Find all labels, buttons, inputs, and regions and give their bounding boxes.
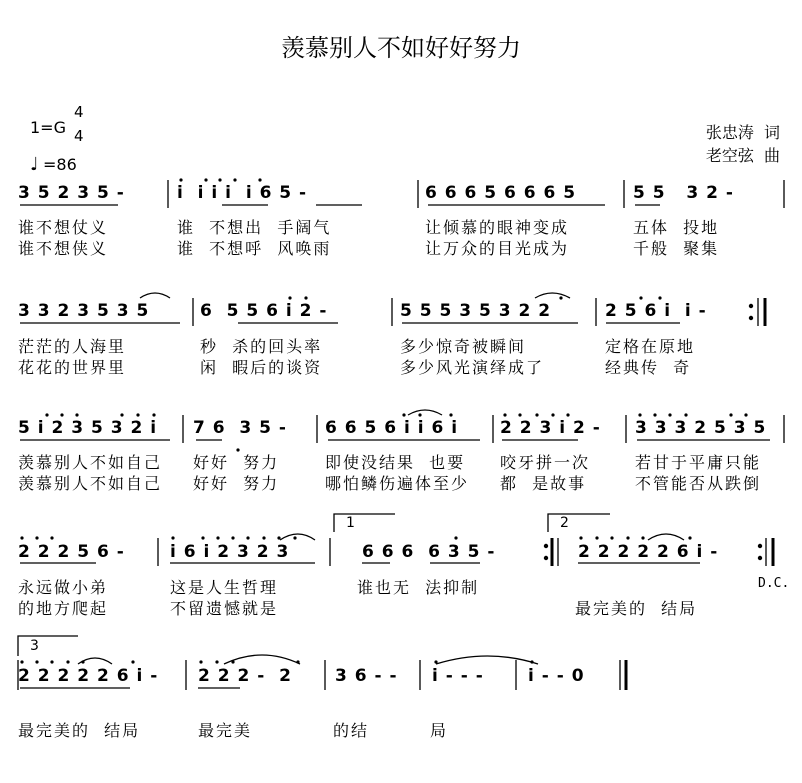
measure: 2 2 2 5 6 -	[18, 542, 125, 562]
lyric: 经典传 奇	[605, 358, 692, 377]
lyric: 不管能否从跌倒	[635, 474, 762, 493]
measure: i 6 i 2 3 2 3	[170, 542, 290, 562]
lyric: 秒 杀的回头率	[200, 337, 323, 356]
lyric: 好好 努力	[193, 453, 280, 472]
song-title: 羡慕别人不如好好努力	[281, 34, 521, 62]
lyric: 好好 努力	[193, 474, 280, 493]
lyric: 定格在原地	[605, 337, 696, 356]
time-signature-top: 4	[74, 103, 84, 121]
lyric: 永远做小弟	[18, 578, 109, 597]
measure: 2 2 2 2 2 6 i -	[18, 666, 159, 686]
measure: 3 3 2 3 5 3 5	[18, 301, 150, 321]
lyric: 谁 不想出 手阔气	[177, 218, 332, 237]
lyric: 谁不想仗义	[18, 218, 109, 237]
lyric: 的结	[333, 721, 370, 740]
measure: i - - -	[432, 666, 484, 686]
tempo-marking: =86	[43, 155, 77, 174]
lyric: 哪怕鳞伤遍体至少	[325, 474, 470, 493]
lyric: 局	[430, 721, 449, 740]
lyric: 千般 聚集	[633, 239, 720, 258]
repeat-dot	[544, 556, 548, 560]
ending-1-label: 1	[346, 515, 355, 531]
measure: i - - 0	[528, 666, 585, 686]
lyric: 羡慕别人不如自己	[18, 474, 163, 493]
repeat-dot	[758, 544, 762, 548]
lyric: 多少惊奇被瞬间	[400, 337, 527, 356]
measure: 3 5 2 3 5 -	[18, 183, 125, 203]
lyric: 最完美的 结局	[575, 599, 698, 618]
measure: 3 3 3 2 5 3 5	[635, 418, 767, 438]
measure: 6 6 6 5 6 6 6 5	[425, 183, 577, 203]
quarter-note-icon: ♩	[30, 154, 39, 175]
measure: 6 6 5 6 i i 6 i	[325, 418, 459, 438]
lyric: 让倾慕的眼神变成	[425, 218, 570, 237]
key-signature: 1=G	[30, 118, 66, 137]
lyric: 谁也无 法抑制	[357, 578, 480, 597]
ending-3-label: 3	[30, 638, 39, 654]
lyric: 花花的世界里	[18, 358, 127, 377]
measure: 2 5 6 i i -	[605, 301, 707, 321]
measure: 5 5 5 3 5 3 2 2	[400, 301, 552, 321]
ending-2-bracket	[548, 514, 610, 532]
measure: 2 2 2 2 2 6 i -	[578, 542, 719, 562]
lyric: 茫茫的人海里	[18, 337, 127, 356]
composer-credit: 老空弦 曲	[705, 146, 780, 165]
measure: 3 6 - -	[335, 666, 398, 686]
lyric: 五体 投地	[633, 218, 720, 237]
lyric: 不留遗憾就是	[170, 599, 279, 618]
lyric: 咬牙拼一次	[500, 453, 591, 472]
measure: 2 2 3 i 2 -	[500, 418, 601, 438]
repeat-dot	[758, 556, 762, 560]
measure: 6 6 6 6 3 5 -	[362, 542, 496, 562]
ending-1-bracket	[334, 514, 395, 532]
lyric: 这是人生哲理	[170, 578, 279, 597]
measure: 2 2 2 - 2	[198, 666, 292, 686]
time-signature-bottom: 4	[74, 127, 84, 145]
lyric: 的地方爬起	[18, 599, 109, 618]
lyric: 羡慕别人不如自己	[18, 453, 163, 472]
lyric: 让万众的目光成为	[425, 239, 570, 258]
repeat-dot	[749, 304, 753, 308]
measure: 6 5 5 6 i 2 -	[200, 301, 328, 321]
lyric: 谁不想侠义	[18, 239, 109, 258]
ending-3-bracket	[18, 636, 78, 656]
lyric: 最完美的 结局	[18, 721, 141, 740]
lyric: 闲 暇后的谈资	[200, 358, 323, 377]
measure: 5 5 3 2 -	[633, 183, 734, 203]
lyric: 多少风光演绎成了	[400, 358, 545, 377]
lyric: 谁 不想呼 风唤雨	[177, 239, 332, 258]
dc-marking: D.C.	[758, 576, 790, 591]
lyric: 都 是故事	[500, 474, 587, 493]
repeat-dot	[749, 316, 753, 320]
lyric: 若甘于平庸只能	[635, 453, 762, 472]
repeat-dot	[544, 544, 548, 548]
lyric: 最完美	[198, 721, 253, 740]
measure: i i i i i 6 5 -	[177, 183, 308, 203]
ending-2-label: 2	[560, 515, 569, 531]
lyric: 即使没结果 也要	[325, 453, 466, 472]
lyricist-credit: 张忠涛 词	[705, 123, 780, 142]
measure: 7 6 3 5 -	[193, 418, 287, 438]
measure: 5 i 2 3 5 3 2 i	[18, 418, 158, 438]
